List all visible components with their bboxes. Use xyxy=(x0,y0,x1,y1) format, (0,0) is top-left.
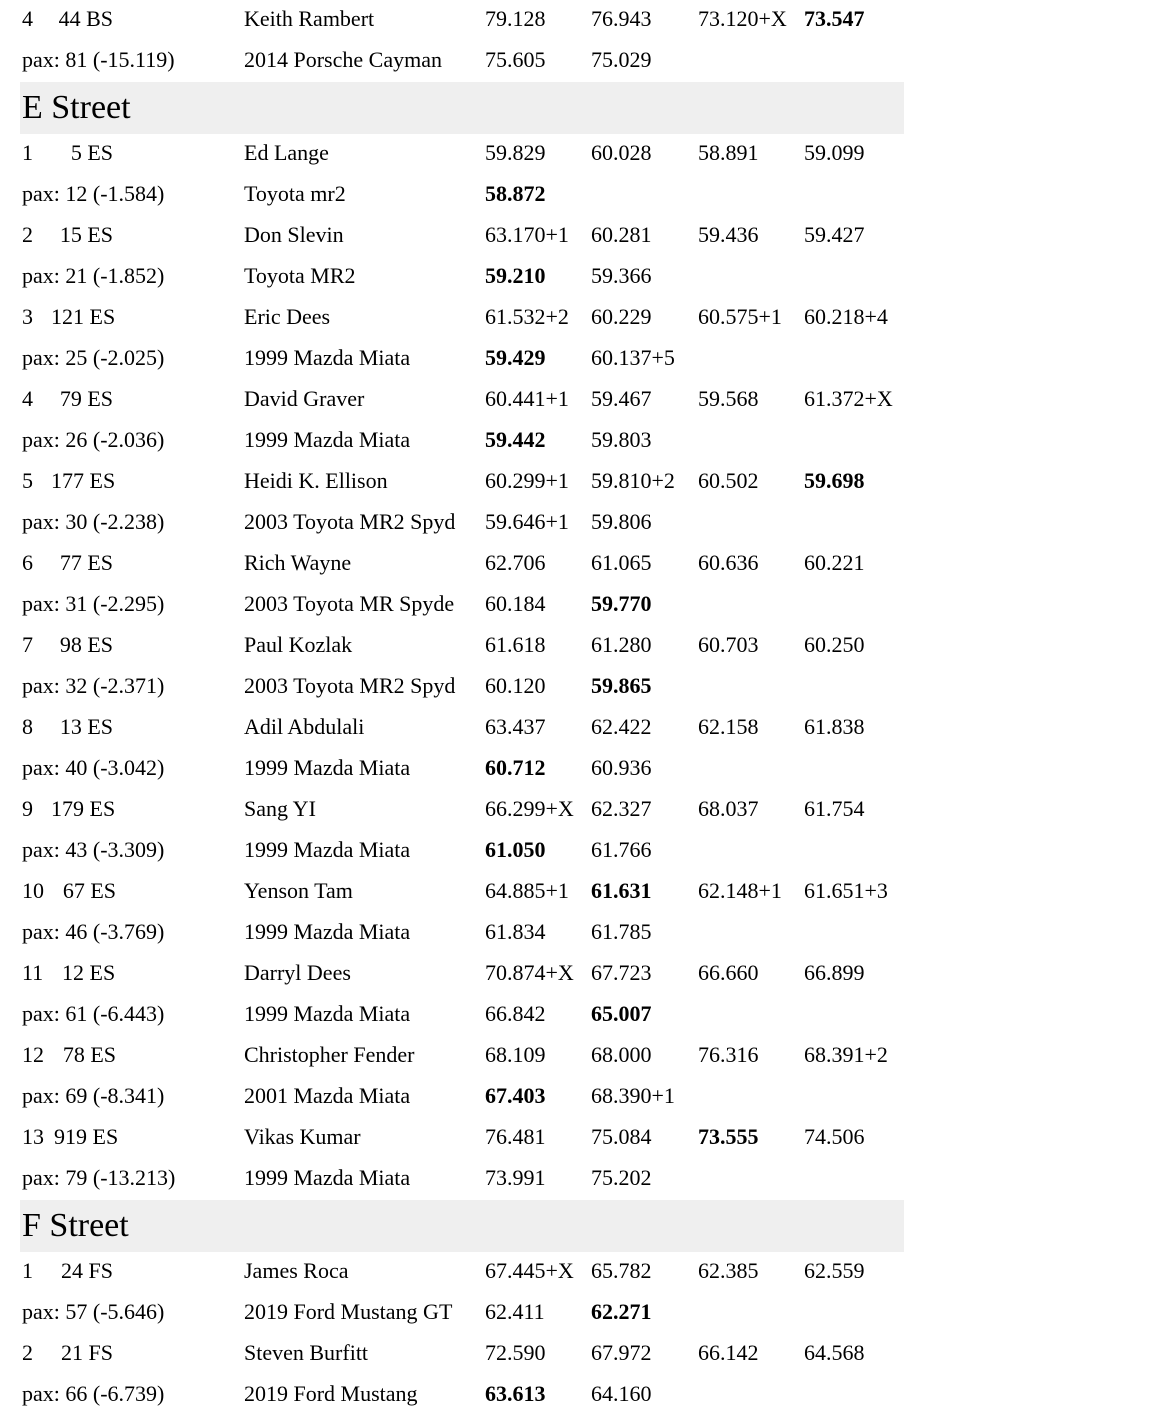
run-time: 59.810+2 xyxy=(591,468,675,493)
finish-position: 10 xyxy=(22,878,44,903)
run-time: 67.972 xyxy=(591,1340,652,1365)
car-model: Toyota MR2 xyxy=(244,263,356,288)
driver-name: Christopher Fender xyxy=(244,1042,415,1067)
table-row xyxy=(0,1293,1156,1334)
table-row xyxy=(0,708,1156,749)
table-row xyxy=(0,667,1156,708)
run-time: 66.660 xyxy=(698,960,759,985)
run-time: 61.785 xyxy=(591,919,652,944)
run-time: 60.281 xyxy=(591,222,652,247)
pax-ranking: pax: 79 (-13.213) xyxy=(22,1165,176,1190)
table-row xyxy=(0,421,1156,462)
run-time: 73.555 xyxy=(698,1124,759,1149)
pax-ranking: pax: 57 (-5.646) xyxy=(22,1299,165,1324)
run-time: 66.842 xyxy=(485,1001,546,1026)
finish-position: 2 xyxy=(22,222,33,247)
run-time: 60.703 xyxy=(698,632,759,657)
table-row xyxy=(0,749,1156,790)
car-number: 5 ES xyxy=(70,140,113,165)
driver-name: Don Slevin xyxy=(244,222,344,247)
car-number: 24 FS xyxy=(61,1258,113,1283)
table-row xyxy=(0,626,1156,667)
position-and-car-number xyxy=(22,216,113,254)
run-time: 63.437 xyxy=(485,714,546,739)
table-row xyxy=(0,995,1156,1036)
finish-position: 11 xyxy=(22,960,44,985)
driver-name: Heidi K. Ellison xyxy=(244,468,388,493)
position-and-car-number xyxy=(22,380,113,418)
finish-position: 6 xyxy=(22,550,33,575)
position-and-car-number xyxy=(22,1334,113,1372)
driver-name: Steven Burfitt xyxy=(244,1340,369,1365)
table-row xyxy=(0,216,1156,257)
run-time: 59.806 xyxy=(591,509,652,534)
run-time: 60.299+1 xyxy=(485,468,569,493)
run-time: 59.770 xyxy=(591,591,652,616)
run-time: 67.403 xyxy=(485,1083,546,1108)
run-time: 59.429 xyxy=(485,345,546,370)
run-time: 61.532+2 xyxy=(485,304,569,329)
run-time: 62.385 xyxy=(698,1258,759,1283)
run-time: 61.050 xyxy=(485,837,546,862)
run-time: 66.299+X xyxy=(485,796,574,821)
run-time: 76.316 xyxy=(698,1042,759,1067)
run-time: 59.865 xyxy=(591,673,652,698)
run-time: 79.128 xyxy=(485,6,546,31)
run-time: 73.547 xyxy=(804,6,865,31)
car-number: 44 BS xyxy=(58,6,113,31)
finish-position: 2 xyxy=(22,1340,33,1365)
table-row xyxy=(0,1159,1156,1200)
run-time: 59.366 xyxy=(591,263,652,288)
run-time: 61.834 xyxy=(485,919,546,944)
run-time: 61.766 xyxy=(591,837,652,862)
car-model: 1999 Mazda Miata xyxy=(244,345,411,370)
run-time: 65.007 xyxy=(591,1001,652,1026)
table-row xyxy=(0,790,1156,831)
run-time: 60.028 xyxy=(591,140,652,165)
class-title: E Street xyxy=(22,89,131,126)
driver-name: Vikas Kumar xyxy=(244,1124,361,1149)
run-time: 60.250 xyxy=(804,632,865,657)
car-number: 79 ES xyxy=(59,386,113,411)
driver-name: Rich Wayne xyxy=(244,550,352,575)
table-row xyxy=(0,954,1156,995)
run-time: 67.445+X xyxy=(485,1258,574,1283)
run-time: 67.723 xyxy=(591,960,652,985)
car-model: Toyota mr2 xyxy=(244,181,346,206)
table-row xyxy=(0,1252,1156,1293)
run-time: 76.943 xyxy=(591,6,652,31)
run-time: 64.885+1 xyxy=(485,878,569,903)
finish-position: 13 xyxy=(22,1124,44,1149)
run-time: 62.271 xyxy=(591,1299,652,1324)
run-time: 62.148+1 xyxy=(698,878,782,903)
run-time: 59.436 xyxy=(698,222,759,247)
table-row xyxy=(0,1077,1156,1118)
position-and-car-number xyxy=(22,298,115,336)
run-time: 66.899 xyxy=(804,960,865,985)
position-and-car-number xyxy=(22,462,115,500)
run-time: 61.754 xyxy=(804,796,865,821)
car-number: 15 ES xyxy=(59,222,113,247)
run-time: 62.411 xyxy=(485,1299,545,1324)
table-row xyxy=(0,257,1156,298)
position-and-car-number xyxy=(22,708,113,746)
run-time: 60.120 xyxy=(485,673,546,698)
table-row xyxy=(0,913,1156,954)
position-and-car-number xyxy=(22,544,113,582)
run-time: 59.442 xyxy=(485,427,546,452)
car-number: 78 ES xyxy=(62,1042,116,1067)
finish-position: 12 xyxy=(22,1042,44,1067)
run-time: 60.218+4 xyxy=(804,304,888,329)
car-model: 1999 Mazda Miata xyxy=(244,919,411,944)
driver-name: Keith Rambert xyxy=(244,6,375,31)
car-number: 121 ES xyxy=(51,304,116,329)
car-model: 2003 Toyota MR Spyde xyxy=(244,591,455,616)
table-row xyxy=(0,1375,1156,1416)
run-time: 68.000 xyxy=(591,1042,652,1067)
finish-position: 7 xyxy=(22,632,33,657)
run-time: 61.651+3 xyxy=(804,878,888,903)
run-time: 61.065 xyxy=(591,550,652,575)
position-and-car-number xyxy=(22,134,113,172)
table-row xyxy=(0,1334,1156,1375)
table-row xyxy=(0,41,1156,82)
run-time: 75.605 xyxy=(485,47,546,72)
run-time: 61.280 xyxy=(591,632,652,657)
pax-ranking: pax: 31 (-2.295) xyxy=(22,591,165,616)
finish-position: 4 xyxy=(22,386,33,411)
run-time: 76.481 xyxy=(485,1124,546,1149)
position-and-car-number xyxy=(22,954,115,992)
car-number: 67 ES xyxy=(62,878,116,903)
pax-ranking: pax: 61 (-6.443) xyxy=(22,1001,165,1026)
finish-position: 9 xyxy=(22,796,33,821)
car-number: 13 ES xyxy=(59,714,113,739)
run-time: 60.137+5 xyxy=(591,345,675,370)
class-header xyxy=(20,82,904,134)
driver-name: Paul Kozlak xyxy=(244,632,353,657)
position-and-car-number xyxy=(22,1118,118,1156)
run-time: 62.706 xyxy=(485,550,546,575)
run-time: 64.160 xyxy=(591,1381,652,1406)
table-row xyxy=(0,339,1156,380)
driver-name: James Roca xyxy=(244,1258,349,1283)
pax-ranking: pax: 43 (-3.309) xyxy=(22,837,165,862)
table-row xyxy=(0,0,1156,41)
run-time: 60.575+1 xyxy=(698,304,782,329)
position-and-car-number xyxy=(22,1036,116,1074)
run-time: 68.391+2 xyxy=(804,1042,888,1067)
pax-ranking: pax: 26 (-2.036) xyxy=(22,427,165,452)
car-model: 2014 Porsche Cayman xyxy=(244,47,442,72)
run-time: 73.991 xyxy=(485,1165,546,1190)
run-time: 59.829 xyxy=(485,140,546,165)
run-time: 60.441+1 xyxy=(485,386,569,411)
car-model: 2003 Toyota MR2 Spyd xyxy=(244,673,456,698)
table-row xyxy=(0,298,1156,339)
pax-ranking: pax: 30 (-2.238) xyxy=(22,509,165,534)
run-time: 75.029 xyxy=(591,47,652,72)
run-time: 59.210 xyxy=(485,263,546,288)
class-title: F Street xyxy=(22,1207,129,1244)
run-time: 63.613 xyxy=(485,1381,546,1406)
pax-ranking: pax: 12 (-1.584) xyxy=(22,181,165,206)
run-time: 75.084 xyxy=(591,1124,652,1149)
car-model: 1999 Mazda Miata xyxy=(244,427,411,452)
run-time: 59.467 xyxy=(591,386,652,411)
run-time: 66.142 xyxy=(698,1340,759,1365)
run-time: 60.502 xyxy=(698,468,759,493)
car-model: 1999 Mazda Miata xyxy=(244,1165,411,1190)
table-row xyxy=(0,503,1156,544)
car-model: 2019 Ford Mustang xyxy=(244,1381,418,1406)
pax-ranking: pax: 25 (-2.025) xyxy=(22,345,165,370)
table-row xyxy=(0,544,1156,585)
position-and-car-number xyxy=(22,872,116,910)
driver-name: Ed Lange xyxy=(244,140,329,165)
finish-position: 3 xyxy=(22,304,33,329)
pax-ranking: pax: 21 (-1.852) xyxy=(22,263,165,288)
run-time: 62.327 xyxy=(591,796,652,821)
run-time: 60.712 xyxy=(485,755,546,780)
driver-name: Eric Dees xyxy=(244,304,331,329)
run-time: 59.427 xyxy=(804,222,865,247)
run-time: 70.874+X xyxy=(485,960,574,985)
finish-position: 4 xyxy=(22,6,33,31)
run-time: 64.568 xyxy=(804,1340,865,1365)
run-time: 60.184 xyxy=(485,591,546,616)
run-time: 62.422 xyxy=(591,714,652,739)
table-row xyxy=(0,1036,1156,1077)
car-model: 1999 Mazda Miata xyxy=(244,1001,411,1026)
run-time: 60.936 xyxy=(591,755,652,780)
position-and-car-number xyxy=(22,790,115,828)
class-header xyxy=(20,1200,904,1252)
position-and-car-number xyxy=(22,0,113,38)
run-time: 61.618 xyxy=(485,632,546,657)
finish-position: 1 xyxy=(22,140,33,165)
run-time: 61.838 xyxy=(804,714,865,739)
run-time: 61.631 xyxy=(591,878,652,903)
driver-name: Darryl Dees xyxy=(244,960,351,985)
pax-ranking: pax: 81 (-15.119) xyxy=(22,47,175,72)
car-model: 1999 Mazda Miata xyxy=(244,755,411,780)
car-model: 2019 Ford Mustang GT xyxy=(244,1299,453,1324)
run-time: 58.891 xyxy=(698,140,759,165)
pax-ranking: pax: 69 (-8.341) xyxy=(22,1083,165,1108)
run-time: 65.782 xyxy=(591,1258,652,1283)
pax-ranking: pax: 40 (-3.042) xyxy=(22,755,165,780)
table-row xyxy=(0,134,1156,175)
run-time: 68.037 xyxy=(698,796,759,821)
car-number: 919 ES xyxy=(54,1124,119,1149)
table-row xyxy=(0,831,1156,872)
driver-name: David Graver xyxy=(244,386,365,411)
run-time: 68.390+1 xyxy=(591,1083,675,1108)
run-time: 58.872 xyxy=(485,181,546,206)
position-and-car-number xyxy=(22,1252,113,1290)
pax-ranking: pax: 46 (-3.769) xyxy=(22,919,165,944)
finish-position: 1 xyxy=(22,1258,33,1283)
driver-name: Sang YI xyxy=(244,796,316,821)
car-number: 12 ES xyxy=(62,960,116,985)
driver-name: Yenson Tam xyxy=(244,878,353,903)
table-row xyxy=(0,462,1156,503)
run-time: 62.158 xyxy=(698,714,759,739)
run-time: 73.120+X xyxy=(698,6,787,31)
table-row xyxy=(0,380,1156,421)
driver-name: Adil Abdulali xyxy=(244,714,365,739)
table-row xyxy=(0,1118,1156,1159)
car-number: 179 ES xyxy=(51,796,116,821)
run-time: 59.698 xyxy=(804,468,865,493)
car-number: 21 FS xyxy=(61,1340,113,1365)
run-time: 61.372+X xyxy=(804,386,893,411)
pax-ranking: pax: 66 (-6.739) xyxy=(22,1381,165,1406)
car-model: 2003 Toyota MR2 Spyd xyxy=(244,509,456,534)
car-number: 98 ES xyxy=(59,632,113,657)
run-time: 60.221 xyxy=(804,550,865,575)
run-time: 60.636 xyxy=(698,550,759,575)
pax-ranking: pax: 32 (-2.371) xyxy=(22,673,165,698)
run-time: 63.170+1 xyxy=(485,222,569,247)
table-row xyxy=(0,872,1156,913)
run-time: 74.506 xyxy=(804,1124,865,1149)
run-time: 59.803 xyxy=(591,427,652,452)
run-time: 68.109 xyxy=(485,1042,546,1067)
run-time: 59.568 xyxy=(698,386,759,411)
run-time: 62.559 xyxy=(804,1258,865,1283)
car-number: 177 ES xyxy=(51,468,116,493)
run-time: 59.646+1 xyxy=(485,509,569,534)
run-time: 75.202 xyxy=(591,1165,652,1190)
run-time: 60.229 xyxy=(591,304,652,329)
car-number: 77 ES xyxy=(59,550,113,575)
run-time: 59.099 xyxy=(804,140,865,165)
finish-position: 8 xyxy=(22,714,33,739)
position-and-car-number xyxy=(22,626,113,664)
run-time: 72.590 xyxy=(485,1340,546,1365)
table-row xyxy=(0,175,1156,216)
table-row xyxy=(0,585,1156,626)
finish-position: 5 xyxy=(22,468,33,493)
car-model: 2001 Mazda Miata xyxy=(244,1083,411,1108)
car-model: 1999 Mazda Miata xyxy=(244,837,411,862)
